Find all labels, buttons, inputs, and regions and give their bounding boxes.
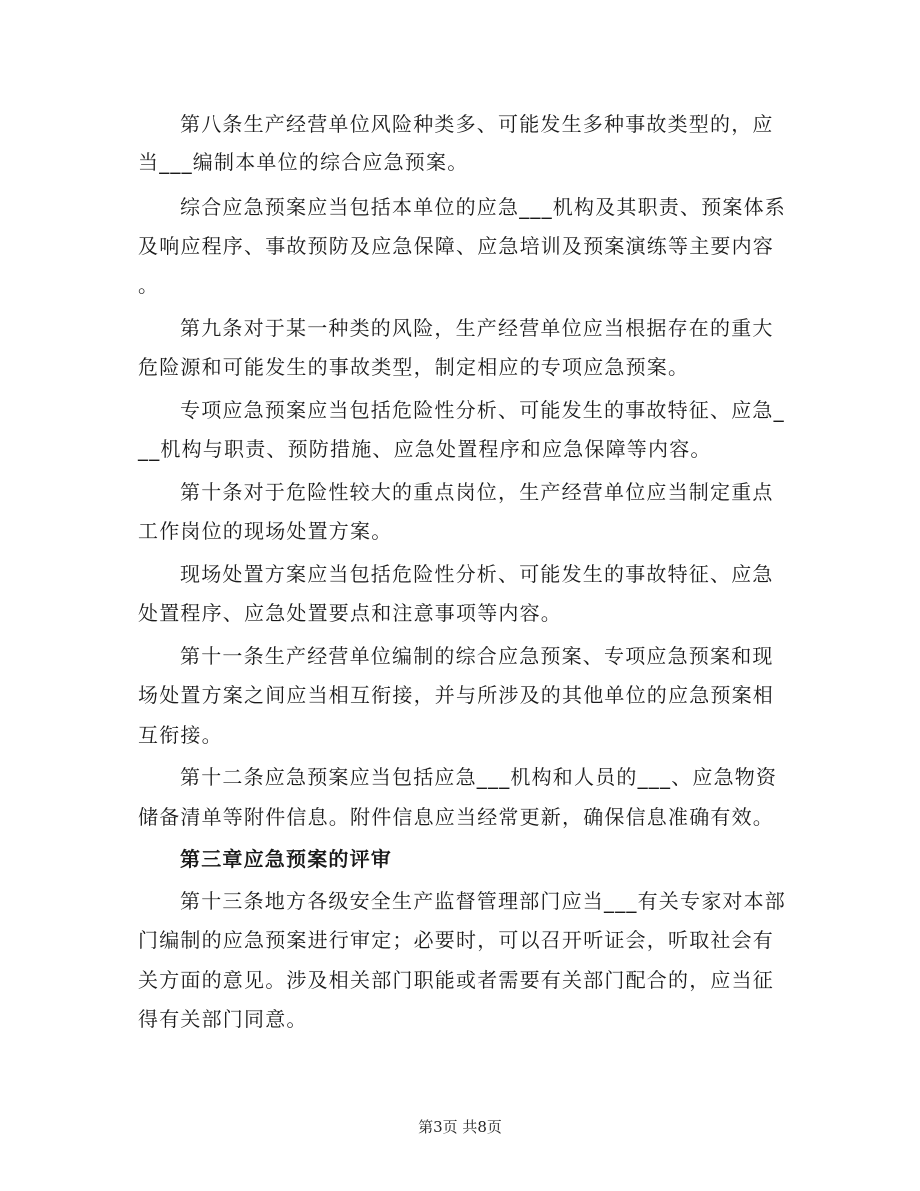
text-line: 第十一条生产经营单位编制的综合应急预案、专项应急预案和现 [180, 644, 774, 668]
text-line: 专项应急预案应当包括危险性分析、可能发生的事故特征、应急_ [180, 398, 785, 422]
text-line: 危险源和可能发生的事故类型，制定相应的专项应急预案。 [138, 355, 690, 379]
text-line: 互衔接。 [138, 723, 223, 747]
text-line: 工作岗位的现场处置方案。 [138, 519, 393, 543]
text-line: 及响应程序、事故预防及应急保障、应急培训及预案演练等主要内容 [138, 234, 774, 258]
text-line: 第八条生产经营单位风险种类多、可能发生多种事故类型的，应 [180, 112, 774, 136]
text-line: 第十条对于危险性较大的重点岗位，生产经营单位应当制定重点 [180, 480, 774, 504]
text-line: 场处置方案之间应当相互衔接，并与所涉及的其他单位的应急预案相 [138, 683, 774, 707]
text-line: 得有关部门同意。 [138, 1007, 308, 1031]
text-line: 第十三条地方各级安全生产监督管理部门应当___有关专家对本部 [180, 889, 786, 913]
text-line: 门编制的应急预案进行审定；必要时，可以召开听证会，听取社会有 [138, 928, 774, 952]
text-line: __机构与职责、预防措施、应急处置程序和应急保障等内容。 [138, 437, 712, 461]
page-number: 第3页 共8页 [418, 1118, 502, 1136]
text-line: 当___编制本单位的综合应急预案。 [138, 150, 469, 174]
text-line: 处置程序、应急处置要点和注意事项等内容。 [138, 601, 562, 625]
text-line: 储备清单等附件信息。附件信息应当经常更新，确保信息准确有效。 [138, 805, 774, 829]
text-line: 第十二条应急预案应当包括应急___机构和人员的___、应急物资 [180, 765, 778, 789]
text-line: 综合应急预案应当包括本单位的应急___机构及其职责、预案体系 [180, 195, 786, 219]
text-line: 。 [138, 273, 160, 297]
text-line: 第九条对于某一种类的风险，生产经营单位应当根据存在的重大 [180, 316, 774, 340]
chapter-heading: 第三章应急预案的评审 [180, 847, 392, 871]
text-line: 现场处置方案应当包括危险性分析、可能发生的事故特征、应急 [180, 562, 774, 586]
text-line: 关方面的意见。涉及相关部门职能或者需要有关部门配合的，应当征 [138, 968, 774, 992]
